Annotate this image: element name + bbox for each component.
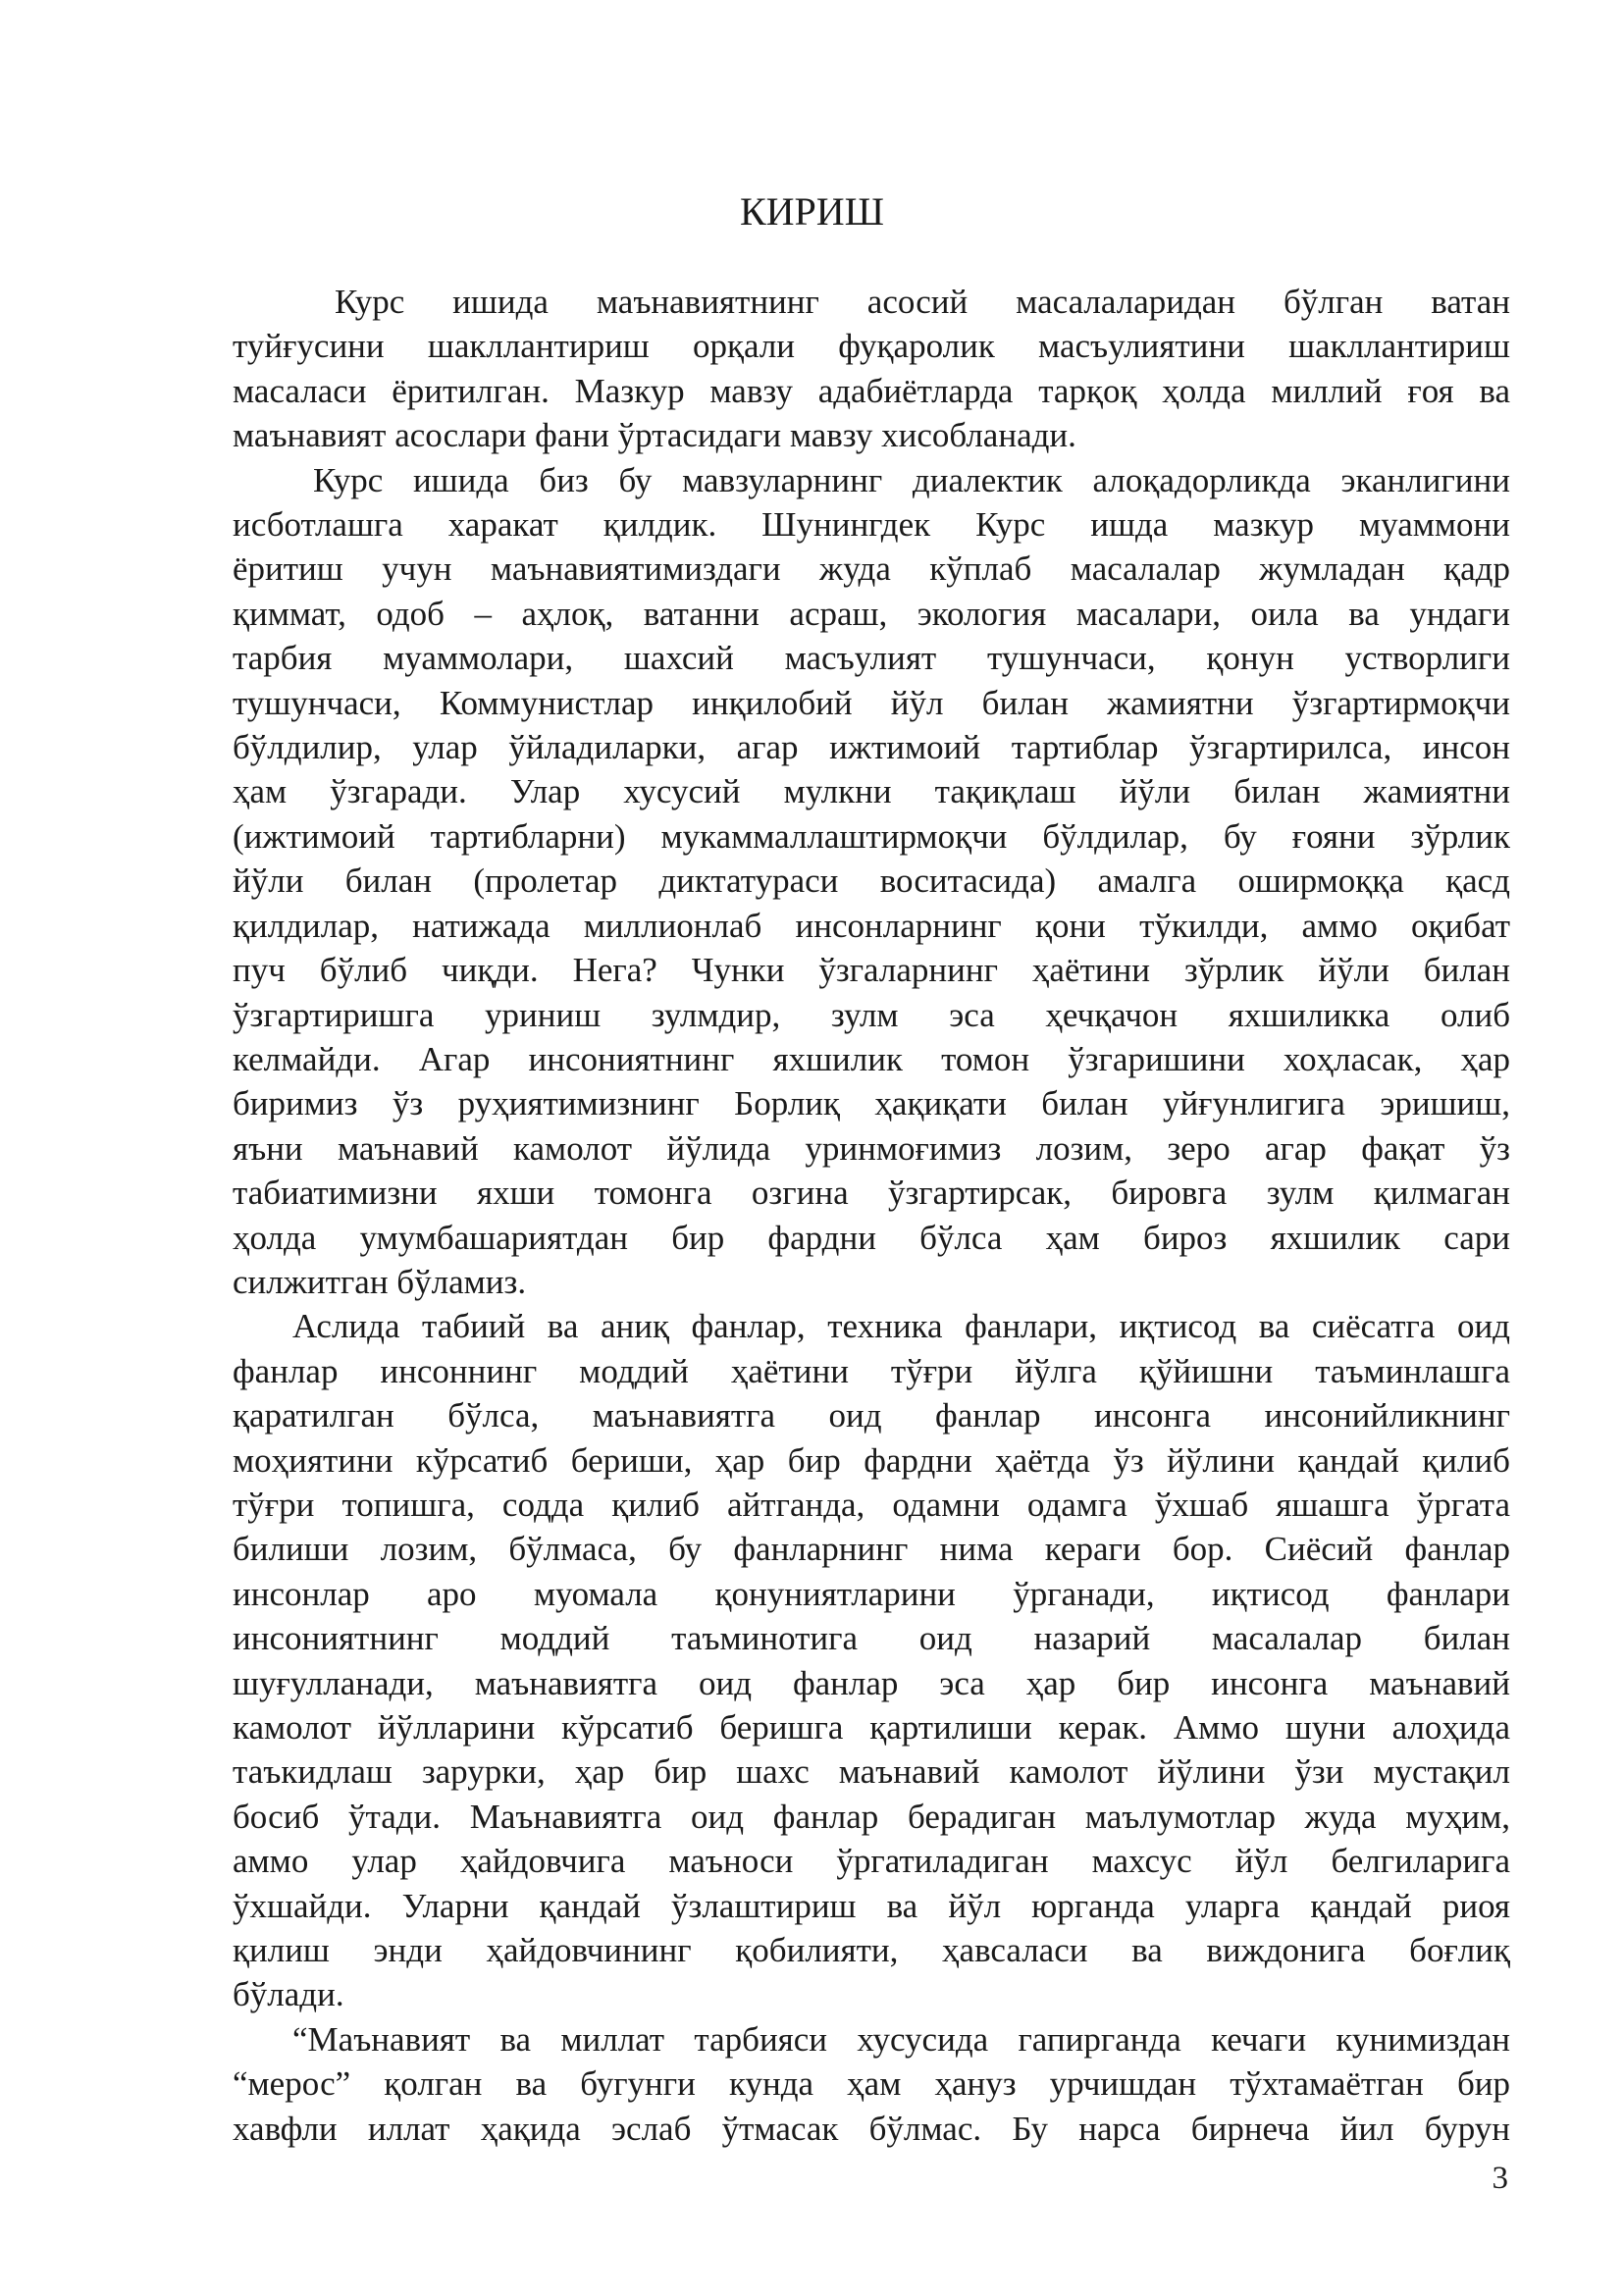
text-line: келмайди. Агар инсониятнинг яхшилик томон ўзгаришини хоҳласак, ҳар	[233, 1039, 1510, 1078]
body-paragraph	[233, 2017, 1510, 2151]
text-line: исботлашга харакат қилдик. Шунингдек Курс ишда мазкур муаммони	[233, 505, 1510, 545]
text-line: инсониятнинг моддий таъминотига оид назарий масалалар билан	[233, 1619, 1510, 1658]
text-line: ёритиш учун маънавиятимиздаги жуда кўплаб масалалар жумладан қадр	[233, 549, 1510, 589]
body-paragraph	[233, 1304, 1510, 2017]
text-line: масаласи ёритилган. Мазкур мавзу адабиётларда тарқоқ ҳолда миллий ғоя ва	[233, 371, 1510, 410]
text-line: ўхшайди. Уларни қандай ўзлаштириш ва йўл юрганда уларга қандай риоя	[233, 1886, 1510, 1925]
text-line: туйғусини шакллантириш орқали фуқаролик масъулиятини шакллантириш	[233, 327, 1510, 366]
text-line: Аслида табиий ва аниқ фанлар, техника фанлари, иқтисод ва сиёсатга оид	[292, 1307, 1510, 1346]
text-line: биримиз ўз руҳиятимизнинг Борлиқ ҳақиқати билан уйғунлигига эришиш,	[233, 1084, 1510, 1123]
text-line: тарбия муаммолари, шахсий масъулият тушунчаси, қонун устворлиги	[233, 639, 1510, 678]
text-line: йўли билан (пролетар диктатураси воситасида) амалга оширмоққа қасд	[233, 861, 1510, 901]
text-line: тўғри топишга, содда қилиб айтганда, одамни одамга ўхшаб яшашга ўргата	[233, 1485, 1510, 1524]
page-title: КИРИШ	[739, 189, 885, 234]
text-line: инсонлар аро муомала қонуниятларини ўрганади, иқтисод фанлари	[233, 1574, 1510, 1613]
text-line: “Маънавият ва миллат тарбияси хусусида гапирганда кечаги кунимиздан	[292, 2019, 1510, 2059]
text-line: хавфли иллат ҳақида эслаб ўтмасак бўлмас. Бу нарса бирнеча йил бурун	[233, 2109, 1510, 2148]
text-line: билиши лозим, бўлмаса, бу фанларнинг нима кераги бор. Сиёсий фанлар	[233, 1530, 1510, 1569]
text-line: камолот йўлларини кўрсатиб беришга қартилиши керак. Аммо шуни алоҳида	[233, 1708, 1510, 1747]
text-line: Курс ишида биз бу мавзуларнинг диалектик алоқадорликда эканлигини	[313, 460, 1510, 499]
page-number: 3	[1492, 2161, 1508, 2196]
text-line: ҳам ўзгаради. Улар хусусий мулкни тақиқлаш йўли билан жамиятни	[233, 772, 1510, 811]
body-paragraph	[233, 280, 1510, 458]
text-line: моҳиятини кўрсатиб бериши, ҳар бир фардни ҳаётда ўз йўлини қандай қилиб	[233, 1440, 1510, 1480]
text-line: (ижтимоий тартибларни) мукаммаллаштирмоқчи бўлдилар, бу ғояни зўрлик	[233, 816, 1510, 856]
text-line: фанлар инсоннинг моддий ҳаётини тўғри йўлга қўйишни таъминлашга	[233, 1351, 1510, 1390]
text-line: босиб ўтади. Маънавиятга оид фанлар берадиган маълумотлар жуда муҳим,	[233, 1797, 1510, 1836]
text-line: Курс ишида маънавиятнинг асосий масалаларидан бўлган ватан	[335, 283, 1510, 321]
text-line: табиатимизни яхши томонга озгина ўзгартирсак, бировга зулм қилмаган	[233, 1174, 1510, 1213]
text-line: қаратилган бўлса, маънавиятга оид фанлар инсонга инсонийликнинг	[233, 1396, 1510, 1435]
text-line: ҳолда умумбашариятдан бир фардни бўлса ҳам бироз яхшилик сари	[233, 1218, 1510, 1257]
text-line: ўзгартиришга уриниш зулмдир, зулм эса ҳечқачон яхшиликка олиб	[233, 995, 1510, 1034]
text-line: пуч бўлиб чиқди. Нега? Чунки ўзгаларнинг ҳаётини зўрлик йўли билан	[233, 951, 1510, 990]
body-paragraph	[233, 458, 1510, 1305]
text-line: тушунчаси, Коммунистлар инқилобий йўл билан жамиятни ўзгартирмоқчи	[233, 683, 1510, 722]
text-line: яъни маънавий камолот йўлида уринмоғимиз лозим, зеро агар фақат ўз	[233, 1128, 1510, 1168]
text-line: “мерос” қолган ва бугунги кунда ҳам ҳануз урчишдан тўхтамаётган бир	[233, 2064, 1510, 2104]
document-body	[233, 280, 1510, 2151]
text-line: маънавият асослари фани ўртасидаги мавзу хисобланади.	[233, 416, 1076, 455]
text-line: қилдилар, натижада миллионлаб инсонларнинг қони тўкилди, аммо оқибат	[233, 906, 1510, 945]
text-line: аммо улар ҳайдовчига маъноси ўргатиладиган махсус йўл белгиларига	[233, 1842, 1510, 1881]
text-line: силжитган бўламиз.	[233, 1262, 527, 1301]
text-line: бўлади.	[233, 1975, 344, 2014]
text-line: қилиш энди ҳайдовчининг қобилияти, ҳавсаласи ва виждонига боғлиқ	[233, 1931, 1510, 1970]
text-line: бўлдилир, улар ўйладиларки, агар ижтимоий тартиблар ўзгартирилса, инсон	[233, 728, 1510, 767]
text-line: қиммат, одоб – аҳлоқ, ватанни асраш, экология масалари, оила ва ундаги	[233, 594, 1510, 633]
text-line: таъкидлаш зарурки, ҳар бир шахс маънавий камолот йўлини ўзи мустақил	[233, 1752, 1510, 1792]
text-line: шуғулланади, маънавиятга оид фанлар эса ҳар бир инсонга маънавий	[233, 1663, 1510, 1702]
